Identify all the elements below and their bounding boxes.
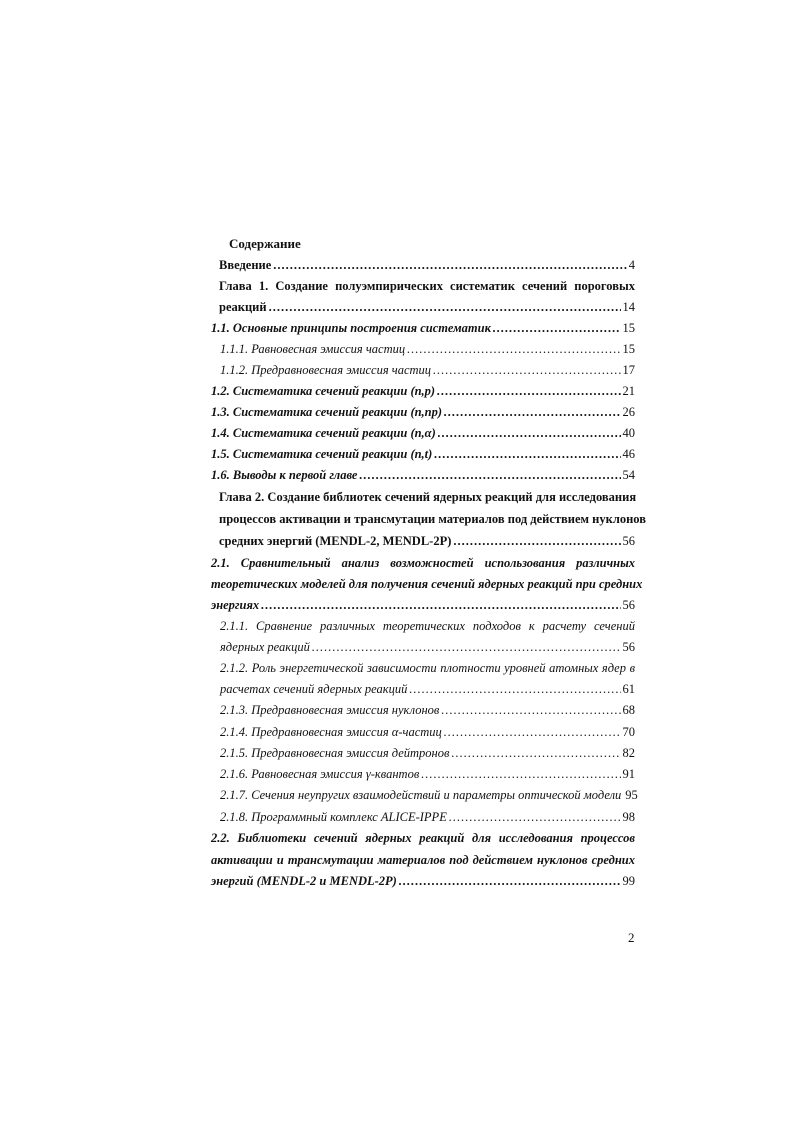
toc-entry: расчетах сечений ядерных реакций ..... 61 (220, 680, 635, 698)
toc-entry: 1.1.2. Предравновесная эмиссия частиц ..... 17 (220, 361, 635, 379)
toc-entry: 1.1. Основные принципы построения систематик ..... 15 (211, 319, 635, 337)
toc-entry: 2.1.2. Роль энергетической зависимости плотности уровней атомных ядер в (220, 661, 635, 675)
toc-entry: процессов активации и трансмутации материалов под действием нуклонов (219, 512, 646, 526)
toc-entry: 2.1.7. Сечения неупругих взаимодействий и параметры оптической модели 95 (220, 788, 638, 802)
toc-entry: Глава 1. Создание полуэмпирических систематик сечений пороговых (219, 279, 635, 293)
toc-entry: 1.5. Систематика сечений реакции (n,t) ..... 46 (211, 445, 635, 463)
toc-entry: 1.1.1. Равновесная эмиссия частиц ..... 15 (220, 340, 635, 358)
toc-entry: 2.1. Сравнительный анализ возможностей использования различных (211, 556, 635, 570)
toc-entry: 2.2. Библиотеки сечений ядерных реакций для исследования процессов (211, 831, 635, 845)
toc-entry: энергий (MENDL-2 и MENDL-2P) ..... 99 (211, 872, 635, 890)
page-number: 2 (628, 930, 635, 945)
toc-entry: энергиях ..... 56 (211, 596, 635, 614)
toc-entry: реакций ..... 14 (219, 298, 635, 316)
toc-entry: 2.1.5. Предравновесная эмиссия дейтронов ..... 82 (220, 744, 635, 762)
toc-entry: 2.1.3. Предравновесная эмиссия нуклонов ..... 68 (220, 701, 635, 719)
toc-entry: теоретических моделей для получения сечений ядерных реакций при средних (211, 577, 643, 591)
toc-entry: 2.1.1. Сравнение различных теоретических подходов к расчету сечений (220, 619, 635, 633)
toc-entry: 1.4. Систематика сечений реакции (n,α) ..... 40 (211, 424, 635, 442)
toc-entry: ядерных реакций ..... 56 (220, 638, 635, 656)
toc-entry: Глава 2. Создание библиотек сечений ядерных реакций для исследования (219, 490, 637, 504)
toc-entry: 1.3. Систематика сечений реакции (n,np) ..... 26 (211, 403, 635, 421)
toc-entry: 2.1.4. Предравновесная эмиссия α-частиц ..... 70 (220, 723, 635, 741)
toc-entry: средних энергий (MENDL-2, MENDL-2P) ..... 56 (219, 532, 635, 550)
toc-entry: 1.6. Выводы к первой главе ..... 54 (211, 466, 635, 484)
toc-title: Содержание (229, 236, 301, 251)
toc-entry: Введение ..... 4 (219, 256, 635, 274)
toc-entry: 2.1.6. Равновесная эмиссия γ-квантов ..... 91 (220, 765, 635, 783)
toc-entry: 1.2. Систематика сечений реакции (n,p) ..... 21 (211, 382, 635, 400)
toc-entry: 2.1.8. Программный комплекс ALICE-IPPE ..... 98 (220, 808, 635, 826)
toc-entry: активации и трансмутации материалов под действием нуклонов средних (211, 853, 635, 867)
